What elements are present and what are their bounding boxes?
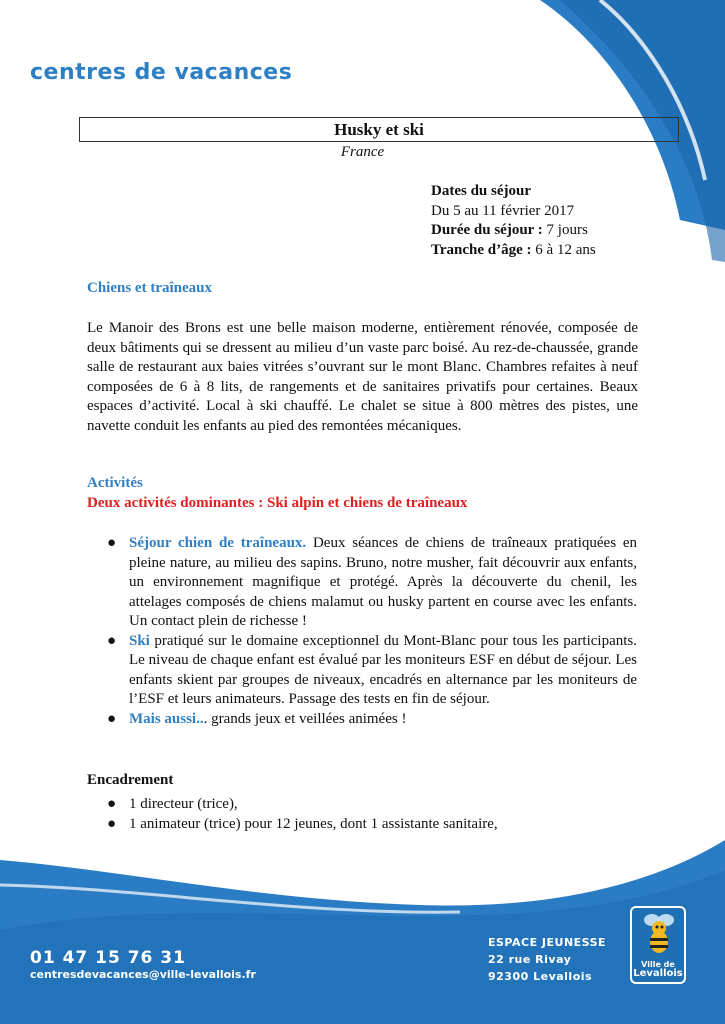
stay-info <box>431 182 596 260</box>
duree-row <box>431 221 596 241</box>
item-text: pratiqué sur le domaine exceptionnel du Mont-Blanc pour tous les participants. Le niveau de chaque enfant est évalué par les moniteurs ESF en début de séjour. Les enfants skient par groupes de niveaux, encadrés en alternance par les moniteurs de l’ESF et leurs animateurs. Passage des tests en fin de séjour. <box>129 632 637 707</box>
section-heading-chiens: Chiens et traîneaux <box>87 280 212 296</box>
section-heading-activites: Activités <box>87 475 143 491</box>
item-lead: Séjour chien de traîneaux. <box>129 535 307 551</box>
footer-address <box>488 934 606 985</box>
address-line: 22 rue Rivay <box>488 953 572 966</box>
item-lead: Ski <box>129 632 150 649</box>
logo-line: Levallois <box>633 968 683 979</box>
bullet-icon: ● <box>107 796 117 812</box>
section-paragraph-chiens: Le Manoir des Brons est une belle maison moderne, entièrement rénovée, composée de deux bâtiments qui se dressent au milieu d’un vaste parc boisé. Au rez-de-chaussée, grande salle de restaurant aux baies vitrées s’ouvrant sur le mont Blanc. Chambres refaites à neuf composées de 6 à 8 lits, de rangements et de sanitaires privatifs pour certaines. Beaux espaces d’activité. Local à ski chauffé. Le chalet se situe à 800 mètres des pistes, une navette conduit les enfants au pied des remontées mécaniques. <box>87 320 638 434</box>
dates-value: Du 5 au 11 février 2017 <box>431 202 575 219</box>
section-heading-encadrement: Encadrement <box>87 772 174 788</box>
duree-label: Durée du séjour : <box>431 222 543 238</box>
address-line: 92300 Levallois <box>488 970 593 983</box>
list-item <box>107 534 637 632</box>
bullet-icon: ● <box>107 535 117 551</box>
address-line: ESPACE JEUNESSE <box>488 936 607 949</box>
item-lead: Mais aussi.. <box>129 710 204 727</box>
activities-list <box>107 534 637 729</box>
levallois-logo <box>630 906 686 984</box>
tranche-row <box>431 241 596 261</box>
bullet-icon: ● <box>107 632 117 649</box>
bullet-icon: ● <box>107 815 117 832</box>
logo-line: Ville de <box>641 960 675 969</box>
page-subtitle: France <box>340 144 385 160</box>
logo-text <box>632 960 684 978</box>
item-text: 1 animateur (trice) pour 12 jeunes, dont 1 assistante sanitaire, <box>129 815 498 832</box>
section-subheading-activites: Deux activités dominantes : Ski alpin et chiens de traîneaux <box>87 495 468 511</box>
encadrement-list <box>107 795 649 834</box>
tranche-label: Tranche d’âge : <box>431 241 532 258</box>
list-item <box>107 815 649 835</box>
footer-email[interactable]: centresdevacances@ville-levallois.fr <box>30 968 256 981</box>
brand-title: centres de vacances <box>30 60 293 85</box>
duree-value: 7 jours <box>542 222 588 238</box>
bullet-icon: ● <box>107 710 117 727</box>
page-title: Husky et ski <box>79 117 679 142</box>
tranche-value: 6 à 12 ans <box>531 241 596 258</box>
item-text: 1 directeur (trice), <box>129 796 238 812</box>
list-item <box>107 710 637 730</box>
item-text: Deux séances de chiens de traîneaux pratiquées en pleine nature, au milieu des sapins. Bruno, notre musher, fait découvrir aux enfants, un environnement magnifique et protégé. Après la découverte du chenil, les attelages composés de chiens malamut ou husky partent en course avec les enfants. Un contact plein de richesse ! <box>129 535 637 629</box>
list-item <box>107 795 649 815</box>
list-item <box>107 632 637 710</box>
item-text: . grands jeux et veillées animées ! <box>203 710 407 727</box>
dates-label: Dates du séjour <box>431 183 531 199</box>
footer-phone[interactable]: 01 47 15 76 31 <box>30 948 186 968</box>
bee-icon <box>632 908 684 958</box>
